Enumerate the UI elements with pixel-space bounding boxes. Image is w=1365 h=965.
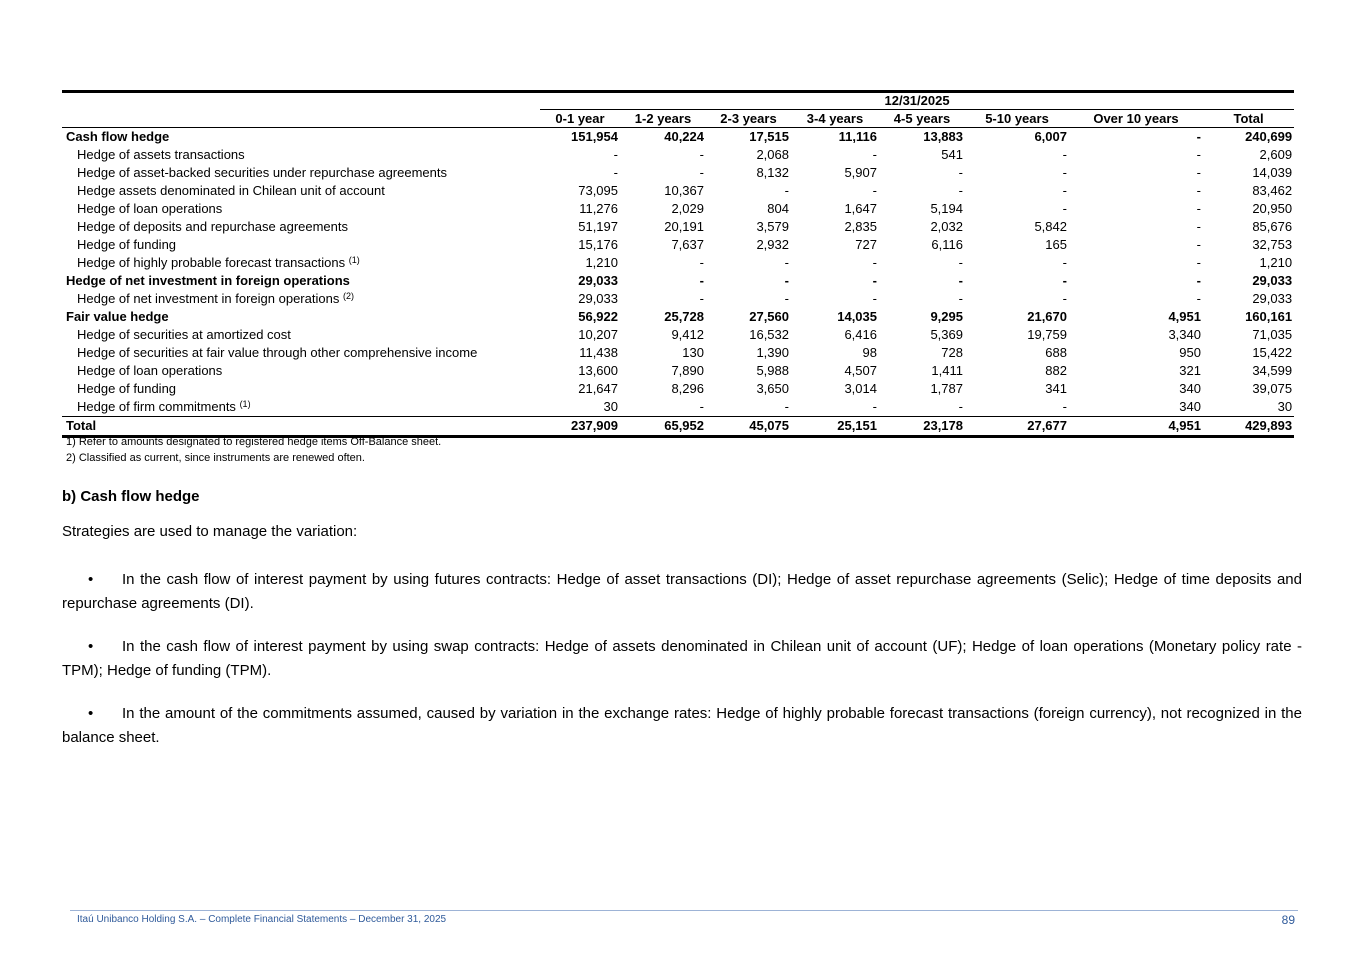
value-cell: 29,033	[578, 291, 618, 306]
value-cell: 2,609	[1259, 147, 1293, 162]
value-cell: 727	[855, 237, 877, 252]
value-cell: -	[1196, 219, 1201, 234]
value-cell: 1,390	[756, 345, 789, 360]
column-header-row	[62, 110, 1294, 128]
value-cell: 65,952	[620, 417, 706, 437]
value-cell: 34,599	[1252, 363, 1293, 378]
bullet-item	[62, 702, 1302, 750]
value-cell: -	[699, 273, 704, 288]
row-label	[62, 200, 540, 218]
row-label-text: Cash flow hedge	[66, 129, 170, 144]
value-cell: 5,907	[844, 165, 877, 180]
column-header: Total	[1203, 110, 1294, 128]
value-cell: 130	[682, 345, 704, 360]
column-header: 3-4 years	[791, 110, 879, 128]
value-cell: 73,095	[578, 183, 618, 198]
value-cell: -	[699, 399, 704, 414]
value-cell: -	[1062, 255, 1067, 270]
value-cell: -	[1062, 399, 1067, 414]
value-cell: 13,883	[923, 129, 963, 144]
bullet-item	[62, 568, 1302, 616]
header-spacer	[62, 92, 540, 110]
value-cell: -	[1196, 237, 1201, 252]
table-row	[62, 164, 1294, 182]
value-cell: -	[1062, 147, 1067, 162]
value-cell: 5,988	[756, 363, 789, 378]
table-body	[62, 128, 1294, 437]
value-cell: 6,007	[1034, 129, 1067, 144]
value-cell: 51,197	[578, 219, 618, 234]
value-cell: 21,647	[578, 381, 618, 396]
value-cell: 7,637	[671, 237, 704, 252]
row-label	[62, 380, 540, 398]
value-cell: 39,075	[1252, 381, 1293, 396]
value-cell: 804	[767, 201, 789, 216]
value-cell: 165	[1045, 237, 1067, 252]
value-cell: 2,029	[671, 201, 704, 216]
bullet-list	[62, 568, 1302, 769]
value-cell: 240,699	[1245, 129, 1293, 144]
value-cell: 4,951	[1069, 417, 1203, 437]
value-cell: 4,507	[844, 363, 877, 378]
value-cell: -	[1062, 291, 1067, 306]
value-cell: 882	[1045, 363, 1067, 378]
value-cell: 1,210	[585, 255, 618, 270]
value-cell: -	[1196, 291, 1201, 306]
value-cell: 3,650	[756, 381, 789, 396]
value-cell: 7,890	[671, 363, 704, 378]
bullet-text: In the cash flow of interest payment by using swap contracts: Hedge of assets denominated in Chilean unit of account (UF); Hedge of loan operations (Monetary policy rate - TPM); Hedge of funding (TPM).	[62, 638, 1302, 679]
value-cell: 83,462	[1252, 183, 1293, 198]
row-label	[62, 182, 540, 200]
value-cell: 2,932	[756, 237, 789, 252]
value-cell: 30	[603, 399, 618, 414]
footnote-1: 1) Refer to amounts designated to registered hedge items Off-Balance sheet.	[66, 436, 442, 448]
value-cell: 98	[862, 345, 877, 360]
label-column-header	[62, 110, 540, 128]
row-label	[62, 308, 540, 326]
section-title: b) Cash flow hedge	[62, 488, 200, 505]
column-header: 1-2 years	[620, 110, 706, 128]
row-label	[62, 398, 540, 417]
value-cell: -	[872, 147, 877, 162]
footnote-2: 2) Classified as current, since instruments are renewed often.	[66, 452, 365, 464]
value-cell: -	[1196, 129, 1201, 144]
value-cell: -	[699, 165, 704, 180]
value-cell: 340	[1179, 399, 1201, 414]
bullet-text: In the cash flow of interest payment by using futures contracts: Hedge of asset transactions (DI); Hedge of asset repurchase agreements (Selic); Hedge of time deposits and repurchase agreements (DI).	[62, 571, 1302, 612]
value-cell: 10,367	[664, 183, 704, 198]
column-header: 4-5 years	[879, 110, 965, 128]
value-cell: -	[958, 273, 963, 288]
value-cell: 15,176	[578, 237, 618, 252]
row-label-text: Hedge of net investment in foreign operations	[77, 291, 340, 306]
value-cell: 321	[1179, 363, 1201, 378]
value-cell: -	[872, 183, 877, 198]
value-cell: 1,411	[931, 363, 963, 378]
hedge-maturity-table-container	[62, 90, 1294, 438]
bullet-dot-icon: •	[88, 705, 94, 722]
value-cell: 541	[941, 147, 963, 162]
row-label	[62, 326, 540, 344]
value-cell: 151,954	[571, 129, 618, 144]
value-cell: 21,670	[1027, 309, 1067, 324]
value-cell: -	[1196, 255, 1201, 270]
group-row	[62, 128, 1294, 147]
value-cell: 27,677	[965, 417, 1069, 437]
row-label-text: Hedge of deposits and repurchase agreements	[77, 219, 349, 234]
value-cell: 56,922	[578, 309, 618, 324]
row-label-text: Hedge of loan operations	[77, 363, 223, 378]
value-cell: -	[784, 399, 789, 414]
value-cell: 13,600	[578, 363, 618, 378]
footer-divider	[70, 910, 1298, 911]
value-cell: 40,224	[664, 129, 704, 144]
value-cell: 32,753	[1252, 237, 1293, 252]
footer-text: Itaú Unibanco Holding S.A. – Complete Financial Statements – December 31, 2025	[77, 914, 447, 925]
value-cell: 6,416	[844, 327, 877, 342]
bullet-item	[62, 635, 1302, 683]
date-header: 12/31/2025	[540, 92, 1294, 110]
value-cell: 1,647	[844, 201, 877, 216]
value-cell: 19,759	[1027, 327, 1067, 342]
group-row	[62, 272, 1294, 290]
column-header: 2-3 years	[706, 110, 791, 128]
value-cell: -	[958, 165, 963, 180]
value-cell: -	[958, 399, 963, 414]
value-cell: -	[1196, 201, 1201, 216]
value-cell: 15,422	[1252, 345, 1293, 360]
footnotes	[66, 434, 441, 466]
value-cell: -	[784, 183, 789, 198]
table-row	[62, 146, 1294, 164]
value-cell: -	[958, 291, 963, 306]
row-label-text: Hedge of net investment in foreign operations	[66, 273, 350, 288]
hedge-maturity-table	[62, 90, 1294, 438]
value-cell: 9,412	[671, 327, 704, 342]
row-label	[62, 236, 540, 254]
row-label-text: Hedge of asset-backed securities under repurchase agreements	[77, 165, 447, 180]
value-cell: 20,191	[664, 219, 704, 234]
value-cell: 30	[1277, 399, 1293, 414]
value-cell: 14,039	[1252, 165, 1293, 180]
value-cell: -	[1062, 183, 1067, 198]
value-cell: -	[1196, 165, 1201, 180]
value-cell: 1,210	[1259, 255, 1293, 270]
row-label	[62, 272, 540, 290]
row-label	[62, 362, 540, 380]
table-row	[62, 344, 1294, 362]
value-cell: 71,035	[1252, 327, 1293, 342]
table-row	[62, 380, 1294, 398]
row-label-text: Hedge of highly probable forecast transactions	[77, 255, 346, 270]
value-cell: 29,033	[1252, 291, 1293, 306]
value-cell: 341	[1045, 381, 1067, 396]
value-cell: -	[872, 255, 877, 270]
value-cell: -	[1062, 201, 1067, 216]
value-cell: 2,032	[930, 219, 963, 234]
row-label	[62, 128, 540, 147]
footnote-reference: (1)	[348, 255, 360, 265]
value-cell: -	[1062, 273, 1067, 288]
value-cell: 14,035	[837, 309, 877, 324]
value-cell: 728	[941, 345, 963, 360]
value-cell: 2,835	[844, 219, 877, 234]
footnote-reference: (2)	[342, 291, 354, 301]
value-cell: -	[1196, 147, 1201, 162]
value-cell: -	[784, 255, 789, 270]
value-cell: 9,295	[930, 309, 963, 324]
table-row	[62, 398, 1294, 417]
bullet-text: In the amount of the commitments assumed, caused by variation in the exchange rates: Hedge of highly probable forecast transactions (foreign currency), not recognized in the balance sheet.	[62, 705, 1302, 746]
value-cell: -	[613, 147, 618, 162]
value-cell: 27,560	[749, 309, 789, 324]
value-cell: 3,340	[1168, 327, 1201, 342]
value-cell: -	[699, 147, 704, 162]
value-cell: -	[1062, 165, 1067, 180]
value-cell: 3,014	[844, 381, 877, 396]
value-cell: -	[784, 273, 789, 288]
row-label	[62, 218, 540, 236]
value-cell: -	[699, 291, 704, 306]
row-label-text: Hedge of securities at fair value through other comprehensive income	[77, 345, 478, 360]
value-cell: 85,676	[1252, 219, 1293, 234]
value-cell: -	[784, 291, 789, 306]
row-label	[62, 146, 540, 164]
value-cell: 237,909	[540, 417, 620, 437]
value-cell: -	[872, 291, 877, 306]
table-row	[62, 200, 1294, 218]
value-cell: 17,515	[749, 129, 789, 144]
value-cell: 16,532	[749, 327, 789, 342]
column-header: Over 10 years	[1069, 110, 1203, 128]
value-cell: -	[958, 255, 963, 270]
value-cell: 8,132	[756, 165, 789, 180]
value-cell: 160,161	[1245, 309, 1293, 324]
value-cell: 25,728	[664, 309, 704, 324]
row-label-text: Hedge of securities at amortized cost	[77, 327, 291, 342]
value-cell: 688	[1045, 345, 1067, 360]
group-row	[62, 308, 1294, 326]
value-cell: -	[1196, 183, 1201, 198]
row-label-text: Hedge assets denominated in Chilean unit of account	[77, 183, 385, 198]
row-label	[62, 344, 540, 362]
value-cell: 340	[1179, 381, 1201, 396]
row-label	[62, 254, 540, 272]
value-cell: 29,033	[578, 273, 618, 288]
row-label	[62, 290, 540, 308]
bullet-dot-icon: •	[88, 571, 94, 588]
value-cell: 4,951	[1168, 309, 1201, 324]
value-cell: -	[872, 273, 877, 288]
value-cell: -	[958, 183, 963, 198]
value-cell: 11,276	[579, 201, 618, 216]
value-cell: 11,438	[579, 345, 618, 360]
table-row	[62, 362, 1294, 380]
value-cell: 23,178	[879, 417, 965, 437]
row-label-text: Hedge of firm commitments	[77, 399, 236, 414]
table-row	[62, 218, 1294, 236]
value-cell: 20,950	[1252, 201, 1293, 216]
table-row	[62, 236, 1294, 254]
column-header: 0-1 year	[540, 110, 620, 128]
value-cell: 1,787	[930, 381, 963, 396]
table-row	[62, 182, 1294, 200]
value-cell: 3,579	[756, 219, 789, 234]
row-label-text: Hedge of assets transactions	[77, 147, 245, 162]
value-cell: 950	[1179, 345, 1201, 360]
row-label-text: Hedge of loan operations	[77, 201, 223, 216]
value-cell: 5,194	[930, 201, 963, 216]
value-cell: 25,151	[791, 417, 879, 437]
value-cell: 8,296	[671, 381, 704, 396]
value-cell: -	[1196, 273, 1201, 288]
value-cell: -	[613, 165, 618, 180]
column-header: 5-10 years	[965, 110, 1069, 128]
row-label-text: Hedge of funding	[77, 237, 177, 252]
value-cell: -	[872, 399, 877, 414]
row-label-text: Total	[66, 418, 97, 433]
value-cell: 5,369	[930, 327, 963, 342]
row-label	[62, 164, 540, 182]
date-header-row	[62, 92, 1294, 110]
value-cell: 10,207	[578, 327, 618, 342]
value-cell: 2,068	[756, 147, 789, 162]
value-cell: 11,116	[838, 129, 877, 144]
value-cell: 5,842	[1034, 219, 1067, 234]
value-cell: 6,116	[931, 237, 963, 252]
table-row	[62, 326, 1294, 344]
intro-text: Strategies are used to manage the variation:	[62, 523, 358, 540]
footnote-reference: (1)	[239, 399, 251, 409]
value-cell: 429,893	[1203, 417, 1294, 437]
value-cell: 29,033	[1252, 273, 1293, 288]
value-cell: -	[699, 255, 704, 270]
value-cell: 45,075	[706, 417, 791, 437]
table-row	[62, 254, 1294, 272]
row-label-text: Hedge of funding	[77, 381, 177, 396]
page-number: 89	[1281, 913, 1295, 927]
row-label-text: Fair value hedge	[66, 309, 169, 324]
bullet-dot-icon: •	[88, 638, 94, 655]
table-row	[62, 290, 1294, 308]
